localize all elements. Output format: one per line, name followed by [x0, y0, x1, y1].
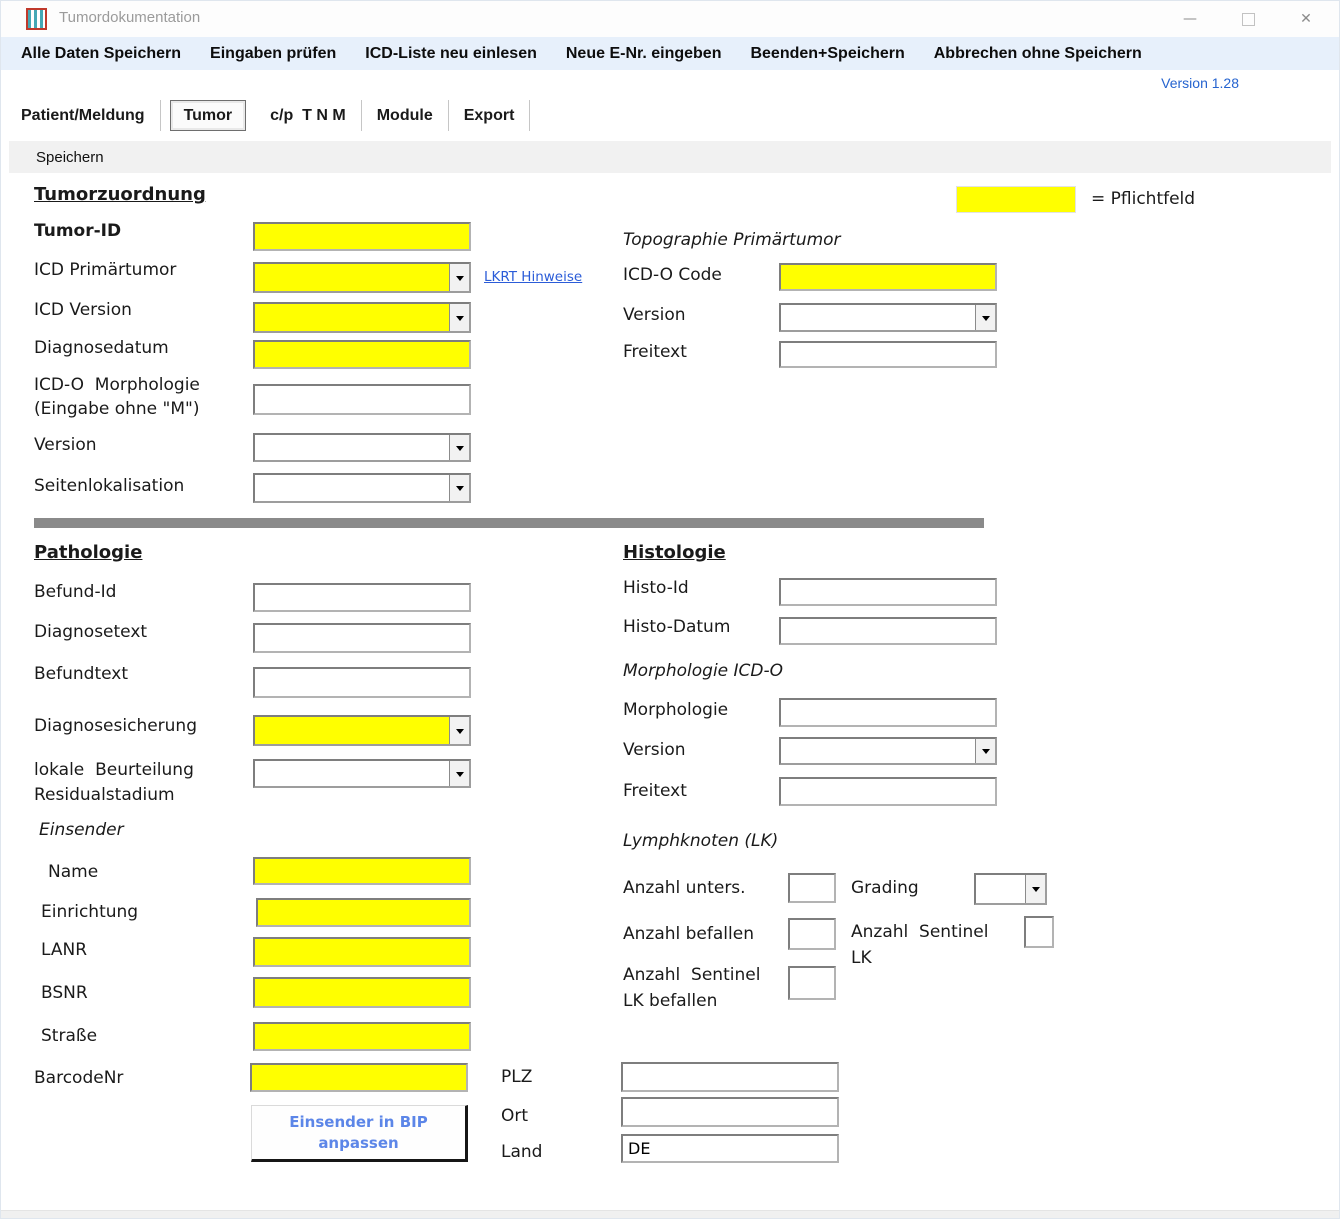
- lokale-beurteilung-label-line2: Residualstadium: [34, 785, 175, 805]
- histo-datum-input[interactable]: [779, 617, 997, 645]
- tab-tumor[interactable]: Tumor: [170, 100, 247, 131]
- histologie-version-label: Version: [623, 740, 686, 760]
- anzahl-sentinel-lk-label-line1: Anzahl Sentinel: [851, 922, 989, 942]
- einsender-name-input[interactable]: [253, 857, 471, 885]
- lokale-beurteilung-combo[interactable]: [253, 759, 471, 788]
- chevron-down-icon[interactable]: [449, 761, 469, 786]
- histologie-freitext-input[interactable]: [779, 777, 997, 806]
- window-bottom-edge: [1, 1210, 1339, 1218]
- topographie-version-combo[interactable]: [779, 303, 997, 332]
- anzahl-sentinel-lk-input[interactable]: [1024, 916, 1054, 948]
- topographie-version-label: Version: [623, 305, 686, 325]
- histologie-morphologie-input[interactable]: [779, 698, 997, 727]
- lanr-input[interactable]: [253, 937, 471, 967]
- icdo-code-input[interactable]: [779, 263, 997, 291]
- histo-datum-label: Histo-Datum: [623, 617, 731, 637]
- diagnosetext-input[interactable]: [253, 623, 471, 653]
- befund-id-label: Befund-Id: [34, 582, 117, 602]
- morphologie-version-value[interactable]: [255, 435, 449, 460]
- icd-primaertumor-combo[interactable]: [253, 262, 471, 293]
- speichern-menu-item[interactable]: Speichern: [36, 148, 104, 166]
- icdo-morphologie-label-line2: (Eingabe ohne "M"): [34, 399, 200, 419]
- diagnosesicherung-label: Diagnosesicherung: [34, 716, 198, 736]
- histologie-heading: Histologie: [623, 542, 726, 563]
- icdo-morphologie-label-line1: ICD-O Morphologie: [34, 375, 200, 395]
- anzahl-sentinel-lk-befallen-input[interactable]: [788, 966, 836, 1000]
- histologie-version-value[interactable]: [781, 739, 975, 763]
- histologie-freitext-label: Freitext: [623, 781, 687, 801]
- diagnosetext-label: Diagnosetext: [34, 622, 148, 642]
- tab-module[interactable]: Module: [362, 100, 449, 131]
- chevron-down-icon[interactable]: [449, 475, 469, 501]
- mandatory-field-legend: = Pflichtfeld: [1091, 189, 1196, 209]
- tumorzuordnung-heading: Tumorzuordnung: [34, 184, 206, 205]
- speichern-bar: [9, 141, 1331, 173]
- morphologie-version-combo[interactable]: [253, 433, 471, 462]
- icd-primaertumor-label: ICD Primärtumor: [34, 260, 177, 280]
- app-icon: [26, 8, 47, 30]
- mandatory-field-swatch: [956, 186, 1076, 213]
- strasse-input[interactable]: [253, 1022, 471, 1051]
- barcodenr-input[interactable]: [250, 1063, 468, 1092]
- befundtext-label: Befundtext: [34, 664, 128, 684]
- lymphknoten-heading: Lymphknoten (LK): [623, 831, 779, 851]
- chevron-down-icon[interactable]: [1025, 875, 1045, 903]
- histo-id-input[interactable]: [779, 578, 997, 606]
- title-bar: [1, 1, 1339, 37]
- seitenlokalisation-value[interactable]: [255, 475, 449, 501]
- chevron-down-icon[interactable]: [449, 435, 469, 460]
- einsender-heading: Einsender: [39, 820, 124, 840]
- morphologie-version-label: Version: [34, 435, 97, 455]
- einsender-name-label: Name: [48, 862, 99, 882]
- seitenlokalisation-combo[interactable]: [253, 473, 471, 503]
- tab-cp-tnm[interactable]: c/p T N M: [255, 100, 362, 131]
- chevron-down-icon[interactable]: [975, 305, 995, 330]
- topographie-freitext-label: Freitext: [623, 342, 687, 362]
- land-label: Land: [501, 1142, 543, 1162]
- seitenlokalisation-label: Seitenlokalisation: [34, 476, 185, 496]
- version-label: Version 1.28: [1161, 75, 1239, 91]
- menu-item-alle-daten-speichern[interactable]: Alle Daten Speichern: [21, 44, 182, 62]
- pathologie-heading: Pathologie: [34, 542, 143, 563]
- einsender-in-bip-anpassen-button[interactable]: [251, 1105, 468, 1162]
- strasse-label: Straße: [41, 1026, 98, 1046]
- tumor-id-label: Tumor-ID: [34, 221, 122, 241]
- plz-input[interactable]: [621, 1062, 839, 1092]
- window-controls: [1161, 1, 1335, 37]
- tab-strip: [6, 100, 530, 131]
- histologie-morphologie-label: Morphologie: [623, 700, 729, 720]
- tab-patient-meldung[interactable]: Patient/Meldung: [6, 100, 161, 131]
- icdo-morphologie-input[interactable]: [253, 384, 471, 415]
- menu-item-eingaben-pruefen[interactable]: Eingaben prüfen: [210, 44, 337, 62]
- anzahl-befallen-input[interactable]: [788, 918, 836, 950]
- bip-button-label-line1: Einsender in BIP: [289, 1113, 428, 1132]
- grading-combo[interactable]: [974, 873, 1047, 905]
- chevron-down-icon[interactable]: [449, 264, 469, 291]
- chevron-down-icon[interactable]: [449, 304, 469, 331]
- anzahl-sentinel-lk-befallen-label-line2: LK befallen: [623, 991, 718, 1011]
- anzahl-unters-input[interactable]: [788, 873, 836, 903]
- topographie-freitext-input[interactable]: [779, 341, 997, 368]
- chevron-down-icon[interactable]: [449, 717, 469, 744]
- histo-id-label: Histo-Id: [623, 578, 689, 598]
- diagnosedatum-label: Diagnosedatum: [34, 338, 169, 358]
- bsnr-label: BSNR: [41, 983, 88, 1003]
- tumor-id-input[interactable]: [253, 222, 471, 251]
- anzahl-sentinel-lk-befallen-label-line1: Anzahl Sentinel: [623, 965, 761, 985]
- menu-item-neue-enr-eingeben[interactable]: Neue E-Nr. eingeben: [565, 44, 722, 62]
- grading-value[interactable]: [976, 875, 1025, 903]
- close-icon[interactable]: ✕: [1300, 11, 1312, 27]
- icd-version-value[interactable]: [255, 304, 449, 331]
- ort-label: Ort: [501, 1106, 529, 1126]
- topographie-version-value[interactable]: [781, 305, 975, 330]
- chevron-down-icon[interactable]: [975, 739, 995, 763]
- diagnosesicherung-value[interactable]: [255, 717, 449, 744]
- diagnosedatum-input[interactable]: [253, 340, 471, 369]
- menu-item-beenden-speichern[interactable]: Beenden+Speichern: [750, 44, 905, 62]
- morphologie-icdo-heading: Morphologie ICD-O: [623, 661, 784, 681]
- icd-version-label: ICD Version: [34, 300, 132, 320]
- histologie-version-combo[interactable]: [779, 737, 997, 765]
- window-title: Tumordokumentation: [59, 9, 201, 26]
- grading-label: Grading: [851, 878, 919, 898]
- minimize-icon[interactable]: —: [1183, 11, 1197, 27]
- diagnosesicherung-combo[interactable]: [253, 715, 471, 746]
- section-separator: [34, 518, 984, 528]
- topographie-heading: Topographie Primärtumor: [623, 230, 841, 250]
- maximize-icon[interactable]: [1219, 1, 1277, 37]
- menu-bar: [1, 37, 1339, 70]
- einrichtung-label: Einrichtung: [41, 902, 139, 922]
- icd-version-combo[interactable]: [253, 302, 471, 333]
- land-input[interactable]: [621, 1134, 839, 1163]
- menu-item-abbrechen-ohne-speichern[interactable]: Abbrechen ohne Speichern: [933, 44, 1142, 62]
- lokale-beurteilung-label-line1: lokale Beurteilung: [34, 760, 194, 780]
- befund-id-input[interactable]: [253, 583, 471, 612]
- bip-button-label-line2: anpassen: [318, 1133, 399, 1152]
- plz-label: PLZ: [501, 1067, 533, 1087]
- ort-input[interactable]: [621, 1097, 839, 1127]
- menu-item-icd-liste-neu-einlesen[interactable]: ICD-Liste neu einlesen: [365, 44, 537, 62]
- lanr-label: LANR: [41, 940, 88, 960]
- anzahl-sentinel-lk-label-line2: LK: [851, 948, 872, 968]
- einrichtung-input[interactable]: [256, 898, 471, 927]
- icd-primaertumor-value[interactable]: [255, 264, 449, 291]
- barcodenr-label: BarcodeNr: [34, 1068, 124, 1088]
- anzahl-unters-label: Anzahl unters.: [623, 878, 746, 898]
- tab-export[interactable]: Export: [449, 100, 531, 131]
- icdo-code-label: ICD-O Code: [623, 265, 722, 285]
- anzahl-befallen-label: Anzahl befallen: [623, 924, 754, 944]
- lokale-beurteilung-value[interactable]: [255, 761, 449, 786]
- bsnr-input[interactable]: [253, 977, 471, 1008]
- lkrt-hinweise-link[interactable]: LKRT Hinweise: [484, 269, 583, 285]
- maximize-box: [1242, 13, 1255, 26]
- befundtext-input[interactable]: [253, 667, 471, 698]
